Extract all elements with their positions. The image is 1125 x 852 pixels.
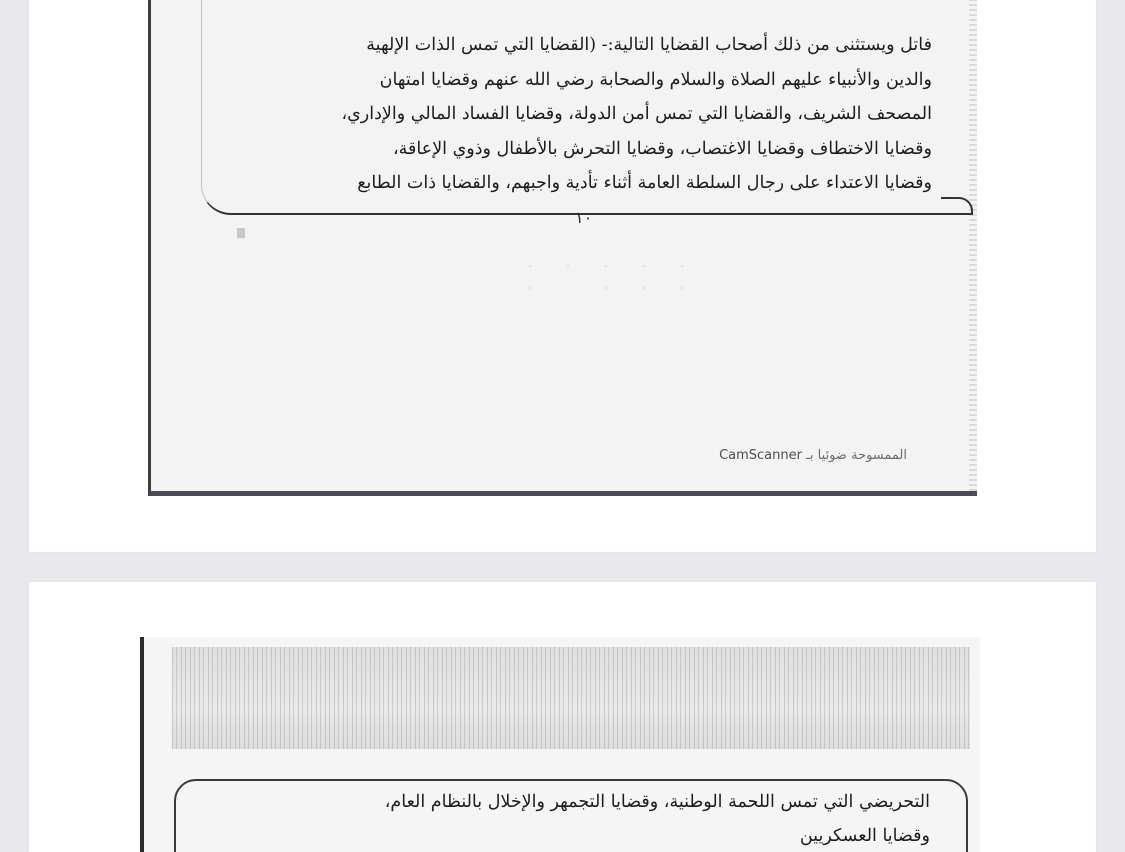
scan-image-1 bbox=[148, 0, 977, 496]
frame-corner bbox=[941, 197, 973, 215]
scan-noise-dots bbox=[511, 255, 711, 295]
text-line: المصحف الشريف، والقضايا التي تمس أمن الدولة، وقضايا الفساد المالي والإداري، bbox=[341, 104, 932, 124]
show-through-band bbox=[172, 647, 970, 749]
camscanner-watermark bbox=[719, 448, 907, 463]
scan-speck bbox=[237, 228, 245, 238]
page-number: ١٠ bbox=[575, 208, 593, 227]
text-line: وقضايا الاختطاف وقضايا الاغتصاب، وقضايا التحرش بالأطفال وذوي الإعاقة، bbox=[393, 138, 932, 159]
text-line: وقضايا العسكريين bbox=[799, 826, 930, 846]
scanned-page-2 bbox=[29, 582, 1096, 852]
paragraph-text bbox=[232, 28, 932, 201]
watermark-arabic: الممسوحة ضوئيا بـ bbox=[806, 448, 907, 463]
scanned-page-1 bbox=[29, 0, 1096, 552]
paragraph-text-2 bbox=[190, 785, 930, 852]
text-line: وقضايا الاعتداء على رجال السلطة العامة أثناء تأدية واجبهم، والقضايا ذات الطابع bbox=[357, 173, 932, 193]
text-line: والدين والأنبياء عليهم الصلاة والسلام والصحابة رضي الله عنهم وقضايا امتهان bbox=[379, 69, 932, 90]
watermark-brand: CamScanner bbox=[719, 448, 802, 463]
text-line: التحريضي التي تمس اللحمة الوطنية، وقضايا التجمهر والإخلال بالنظام العام، bbox=[384, 792, 930, 812]
scan-image-2 bbox=[140, 637, 980, 852]
text-line: فاتل ويستثنى من ذلك أصحاب القضايا التالية:- (القضايا التي تمس الذات الإلهية bbox=[366, 35, 932, 55]
